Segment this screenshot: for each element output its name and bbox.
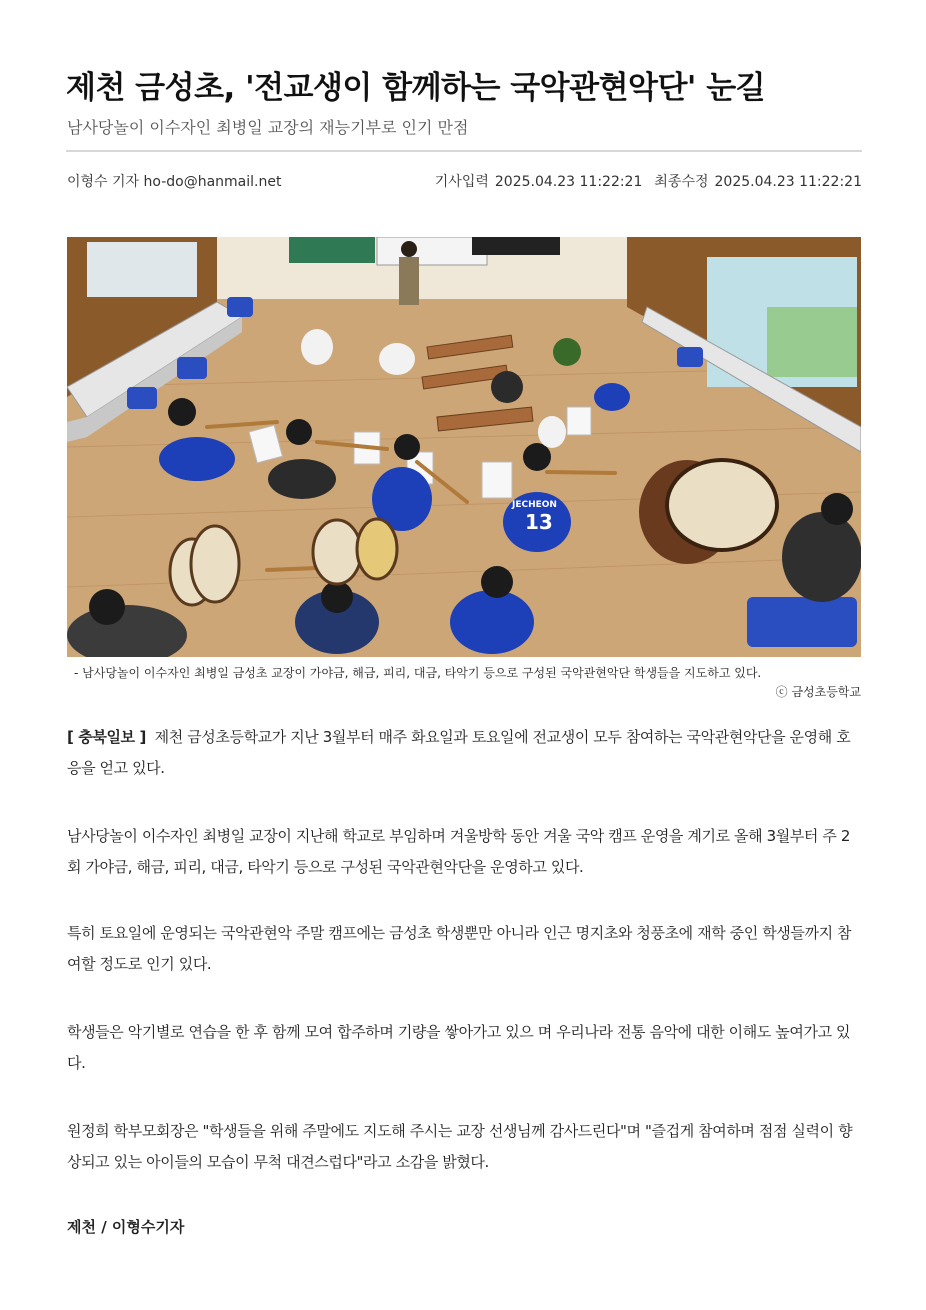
article-subheadline: 남사당놀이 이수자인 최병일 교장의 재능기부로 인기 만점 — [67, 118, 469, 137]
published-label: 기사입력 — [434, 174, 489, 190]
article-paragraph-5: 원정희 학부모회장은 "학생들을 위해 주말에도 지도해 주시는 교장 선생님께 감사드린다"며 "즐겁게 참여하며 점점 실력이 향상되고 있는 아이들의 모습이 무척 대견스럽다"라고 소감을 밝혔다. — [67, 1122, 853, 1171]
header-divider — [66, 150, 862, 152]
updated-value: 2025.04.23 11:22:21 — [714, 174, 862, 190]
article-signoff: 제천 / 이형수기자 — [67, 1218, 185, 1236]
article-paragraph-4: 학생들은 악기별로 연습을 한 후 함께 모여 합주하며 기량을 쌓아가고 있으 며 우리나라 전통 음악에 대한 이해도 높여가고 있다. — [67, 1023, 851, 1072]
article-paragraph-2: 남사당놀이 이수자인 최병일 교장이 지난해 학교로 부임하며 겨울방학 동안 겨울 국악 캠프 운영을 계기로 올해 3월부터 주 2회 가야금, 해금, 피리, 대금, 타악기 등으로 구성된 국악관현악단을 운영하고 있다. — [67, 827, 850, 876]
article-dates — [435, 171, 862, 191]
published-value: 2025.04.23 11:22:21 — [494, 174, 643, 190]
author-byline[interactable]: 이형수 기자 ho-do@hanmail.net — [67, 174, 282, 190]
article-photo — [67, 237, 861, 657]
article-paragraph-1 — [67, 722, 862, 784]
updated-label: 최종수정 — [654, 174, 709, 190]
article-headline: 제천 금성초, '전교생이 함께하는 국악관현악단' 눈길 — [66, 70, 766, 106]
photo-caption: - 남사당놀이 이수자인 최병일 금성초 교장이 가야금, 해금, 피리, 대금, 타악기 등으로 구성된 국악관현악단 학생들을 지도하고 있다. — [74, 666, 762, 680]
paragraph-1-text: 제천 금성초등학교가 지난 3월부터 매주 화요일과 토요일에 전교생이 모두 참여하는 국악관현악단을 운영해 호응을 얻고 있다. — [67, 728, 851, 777]
article-paragraph-3: 특히 토요일에 운영되는 국악관현악 주말 캠프에는 금성초 학생뿐만 아니라 인근 명지초와 청풍초에 재학 중인 학생들까지 참여할 정도로 인기 있다. — [67, 924, 852, 973]
jersey-number: 13 — [525, 510, 553, 534]
source-tag: [ 충북일보 ] — [67, 728, 146, 746]
jersey-text: JECHEON — [512, 500, 557, 510]
photo-credit: ⓒ 금성초등학교 — [775, 685, 861, 699]
